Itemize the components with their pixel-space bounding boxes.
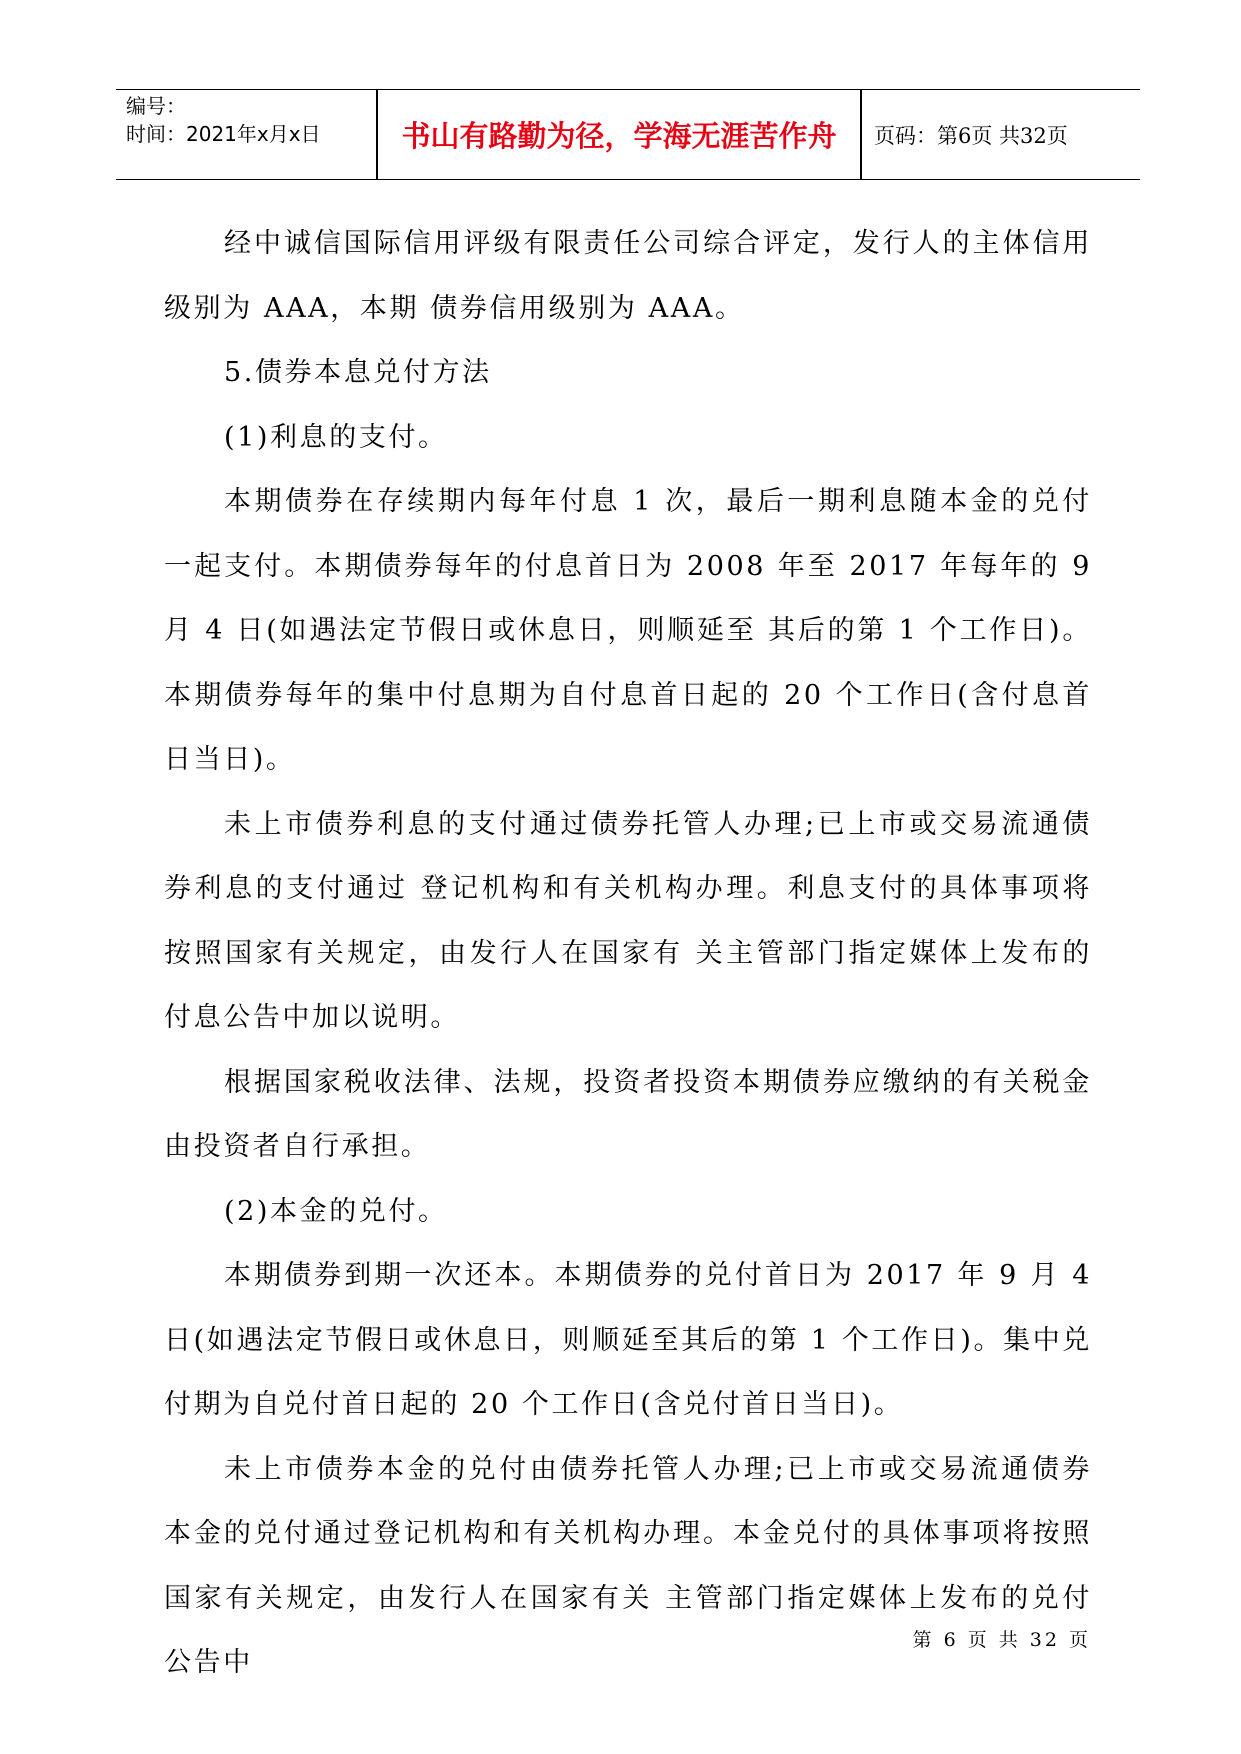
header-meta — [126, 92, 376, 148]
paragraph-rating: 经中诚信国际信用评级有限责任公司综合评定，发行人的主体信用级别为 AAA，本期 债券信用级别为 AAA。 — [164, 228, 1092, 324]
header-page-number: 页码：第6页 共32页 — [874, 123, 1068, 148]
section-heading: 5.债券本息兑付方法 — [224, 357, 492, 388]
page-footer: 第 6 页 共 32 页 — [912, 1629, 1091, 1651]
paragraph: 根据国家税收法律、法规，投资者投资本期债券应缴纳的有关税金由投资者自行承担。 — [164, 1066, 1092, 1162]
subsection-heading: (2)本金的兑付。 — [224, 1195, 448, 1227]
paragraph: 本期债券在存续期内每年付息 1 次，最后一期利息随本金的兑付一起支付。本期债券每年的付息首日为 2008 年至 2017 年每年的 9 月 4 日(如遇法定节假日或休息日，则顺延至 其后的第 1 个工作日)。本期债券每年的集中付息期为自付息首日起的 20 个工作日(含付息首日当日)。 — [164, 486, 1092, 775]
subsection-heading: (1)利息的支付。 — [224, 421, 448, 453]
paragraph: 未上市债券利息的支付通过债券托管人办理;已上市或交易流通债券利息的支付通过 登记机构和有关机构办理。利息支付的具体事项将按照国家有关规定，由发行人在国家有 关主管部门指定媒体上发布的付息公告中加以说明。 — [164, 808, 1092, 1033]
document-time-label: 时间：2021年x月x日 — [126, 122, 321, 146]
header-motto: 书山有路勤为径，学海无涯苦作舟 — [401, 119, 837, 153]
document-number-label: 编号： — [126, 94, 186, 118]
paragraph: 本期债券到期一次还本。本期债券的兑付首日为 2017 年 9 月 4 日(如遇法定节假日或休息日，则顺延至其后的第 1 个工作日)。集中兑付期为自兑付首日起的 20 个工作日(含兑付首日当日)。 — [164, 1260, 1092, 1420]
paragraph: 未上市债券本金的兑付由债券托管人办理;已上市或交易流通债券本金的兑付通过登记机构和有关机构办理。本金兑付的具体事项将按照国家有关规定，由发行人在国家有关 主管部门指定媒体上发布的兑付公告中 — [164, 1453, 1092, 1678]
page-header — [116, 89, 1140, 180]
header-divider — [860, 90, 862, 179]
document-body — [164, 212, 1092, 1696]
